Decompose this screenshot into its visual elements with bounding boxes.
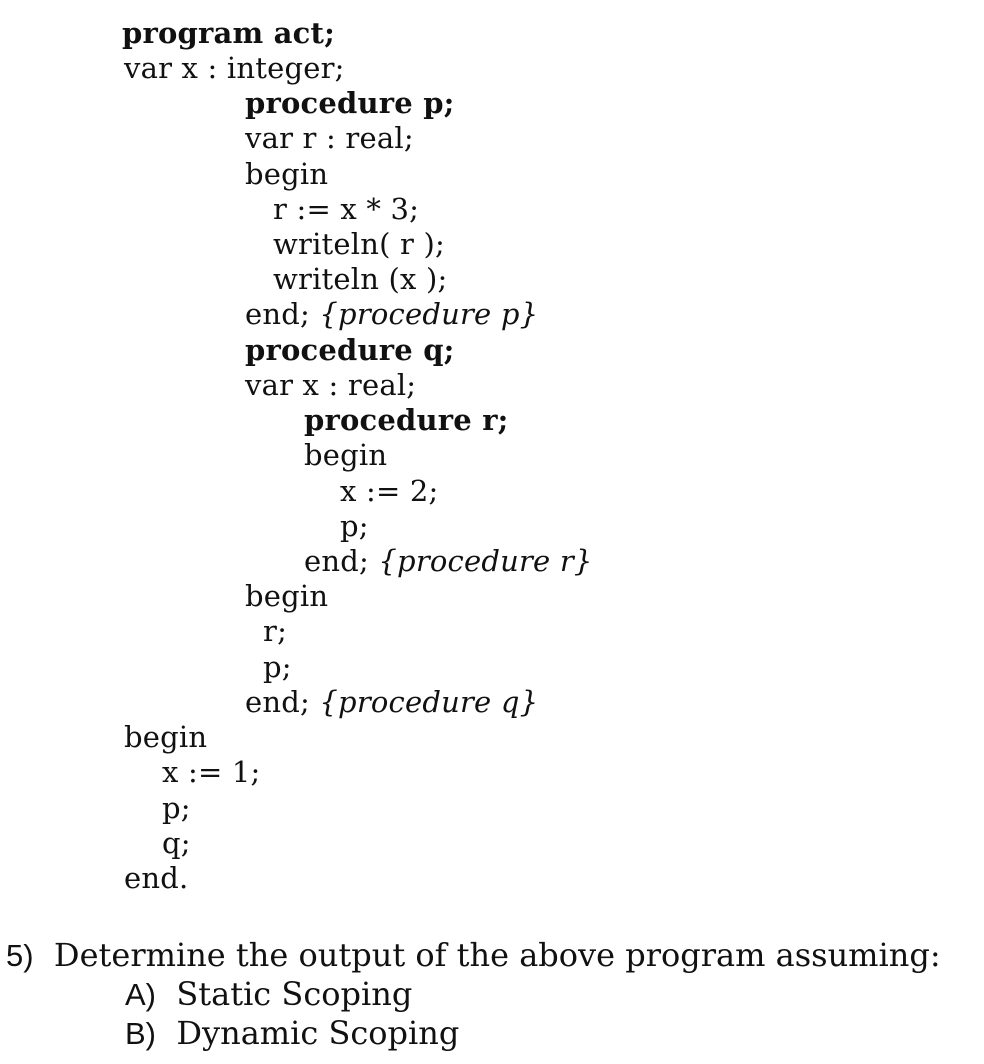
comment-procedure-q: {procedure q} [319,685,539,719]
code-line-call-q-main: q; [162,826,191,860]
question-prompt: Determine the output of the above program assuming: [53,936,941,974]
code-line-var-r: var r : real; [245,121,414,155]
code-line-call-p-in-r: p; [340,509,369,543]
option-a-text: Static Scoping [176,975,413,1013]
keyword-procedure-r: procedure r; [304,403,509,437]
code-line-end-main: end. [124,861,189,895]
code-line-procedure-q [245,333,455,368]
option-b-text: Dynamic Scoping [176,1014,460,1052]
code-line-begin-main: begin [124,720,208,754]
code-line-call-p-in-q: p; [263,650,292,684]
code-line-program-header [122,16,335,51]
code-line-begin-q: begin [245,579,329,613]
code-line-writeln-x: writeln (x ); [273,262,448,296]
option-a-label: A) [125,977,156,1012]
end-keyword: end; [245,297,320,331]
code-line-begin-p: begin [245,157,329,191]
question-spacer [34,936,54,974]
comment-procedure-r: {procedure r} [378,544,593,578]
end-keyword: end; [304,544,379,578]
code-line-procedure-p [245,86,455,121]
code-line-call-r: r; [263,614,288,648]
code-line-end-r [304,544,593,579]
code-line-procedure-r [304,403,509,438]
keyword-program: program act; [122,16,335,50]
code-line-assign-x-1: x := 1; [162,755,261,789]
code-line-assign-x-2: x := 2; [340,474,439,508]
option-a [125,975,412,1014]
code-line-var-x: var x : integer; [124,51,345,85]
keyword-procedure-p: procedure p; [245,86,455,120]
option-spacer [156,1014,176,1052]
comment-procedure-p: {procedure p} [319,297,539,331]
option-spacer [156,975,176,1013]
question-number: 5) [6,938,34,973]
code-line-call-p-main: p; [162,791,191,825]
code-line-begin-r: begin [304,438,388,472]
code-line-end-p [245,297,538,332]
code-line-assign-r: r := x * 3; [273,192,420,226]
option-b [125,1014,459,1053]
code-line-end-q [245,685,538,720]
option-b-label: B) [125,1016,156,1051]
question-line [6,936,941,975]
keyword-procedure-q: procedure q; [245,333,455,367]
code-line-var-x-real: var x : real; [245,368,417,402]
end-keyword: end; [245,685,320,719]
code-line-writeln-r: writeln( r ); [273,227,446,261]
